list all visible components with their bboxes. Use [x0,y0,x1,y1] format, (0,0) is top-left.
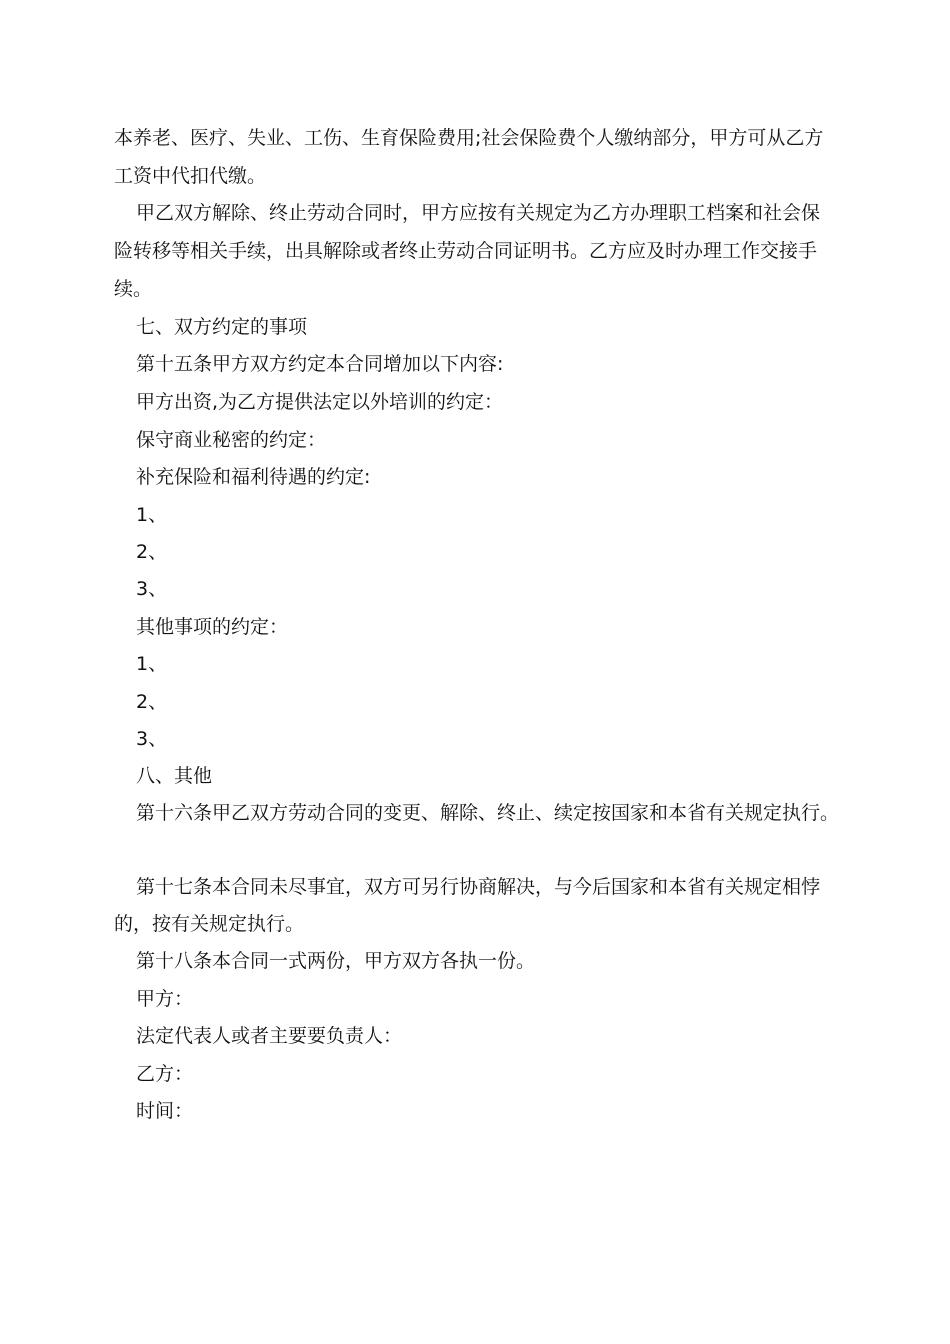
text-line-payroll-deduction: 工资中代扣代缴。 [114,165,267,187]
text-line-training: 甲方出资,为乙方提供法定以外培训的约定： [136,391,504,413]
list-item: 2、 [136,691,168,713]
text-line-termination: 甲乙双方解除、终止劳动合同时，甲方应按有关规定为乙方办理职工档案和社会保 [136,202,821,224]
list-item: 3、 [136,728,168,750]
article-16: 第十六条甲乙双方劳动合同的变更、解除、终止、续定按国家和本省有关规定执行。 [136,802,840,824]
signature-legal-representative: 法定代表人或者主要要负责人： [136,1025,403,1047]
text-line-trade-secrets: 保守商业秘密的约定： [136,429,327,451]
list-item: 3、 [136,578,168,600]
signature-date: 时间： [136,1100,194,1122]
list-item: 1、 [136,504,168,526]
signature-party-a: 甲方： [136,988,194,1010]
article-17: 第十七条本合同未尽事宜，双方可另行协商解决，与今后国家和本省有关规定相悖 [136,876,821,898]
text-line-social-insurance: 本养老、医疗、失业、工伤、生育保险费用;社会保险费个人缴纳部分，甲方可从乙方 [114,127,824,149]
article-15: 第十五条甲方双方约定本合同增加以下内容: [136,353,504,375]
text-line-supplementary-insurance: 补充保险和福利待遇的约定: [136,466,371,488]
signature-party-b: 乙方： [136,1063,194,1085]
section-heading-agreed-matters: 七、双方约定的事项 [136,316,308,338]
article-18: 第十八条本合同一式两份，甲方双方各执一份。 [136,950,536,972]
text-line-transfer-procedures: 险转移等相关手续，出具解除或者终止劳动合同证明书。乙方应及时办理工作交接手 [114,240,818,262]
list-item: 2、 [136,541,168,563]
article-17-continuation: 的，按有关规定执行。 [114,913,305,935]
list-item: 1、 [136,653,168,675]
text-line-continuation: 续。 [114,278,153,300]
section-heading-other: 八、其他 [136,765,213,787]
text-line-other-matters: 其他事项的约定： [136,616,289,638]
